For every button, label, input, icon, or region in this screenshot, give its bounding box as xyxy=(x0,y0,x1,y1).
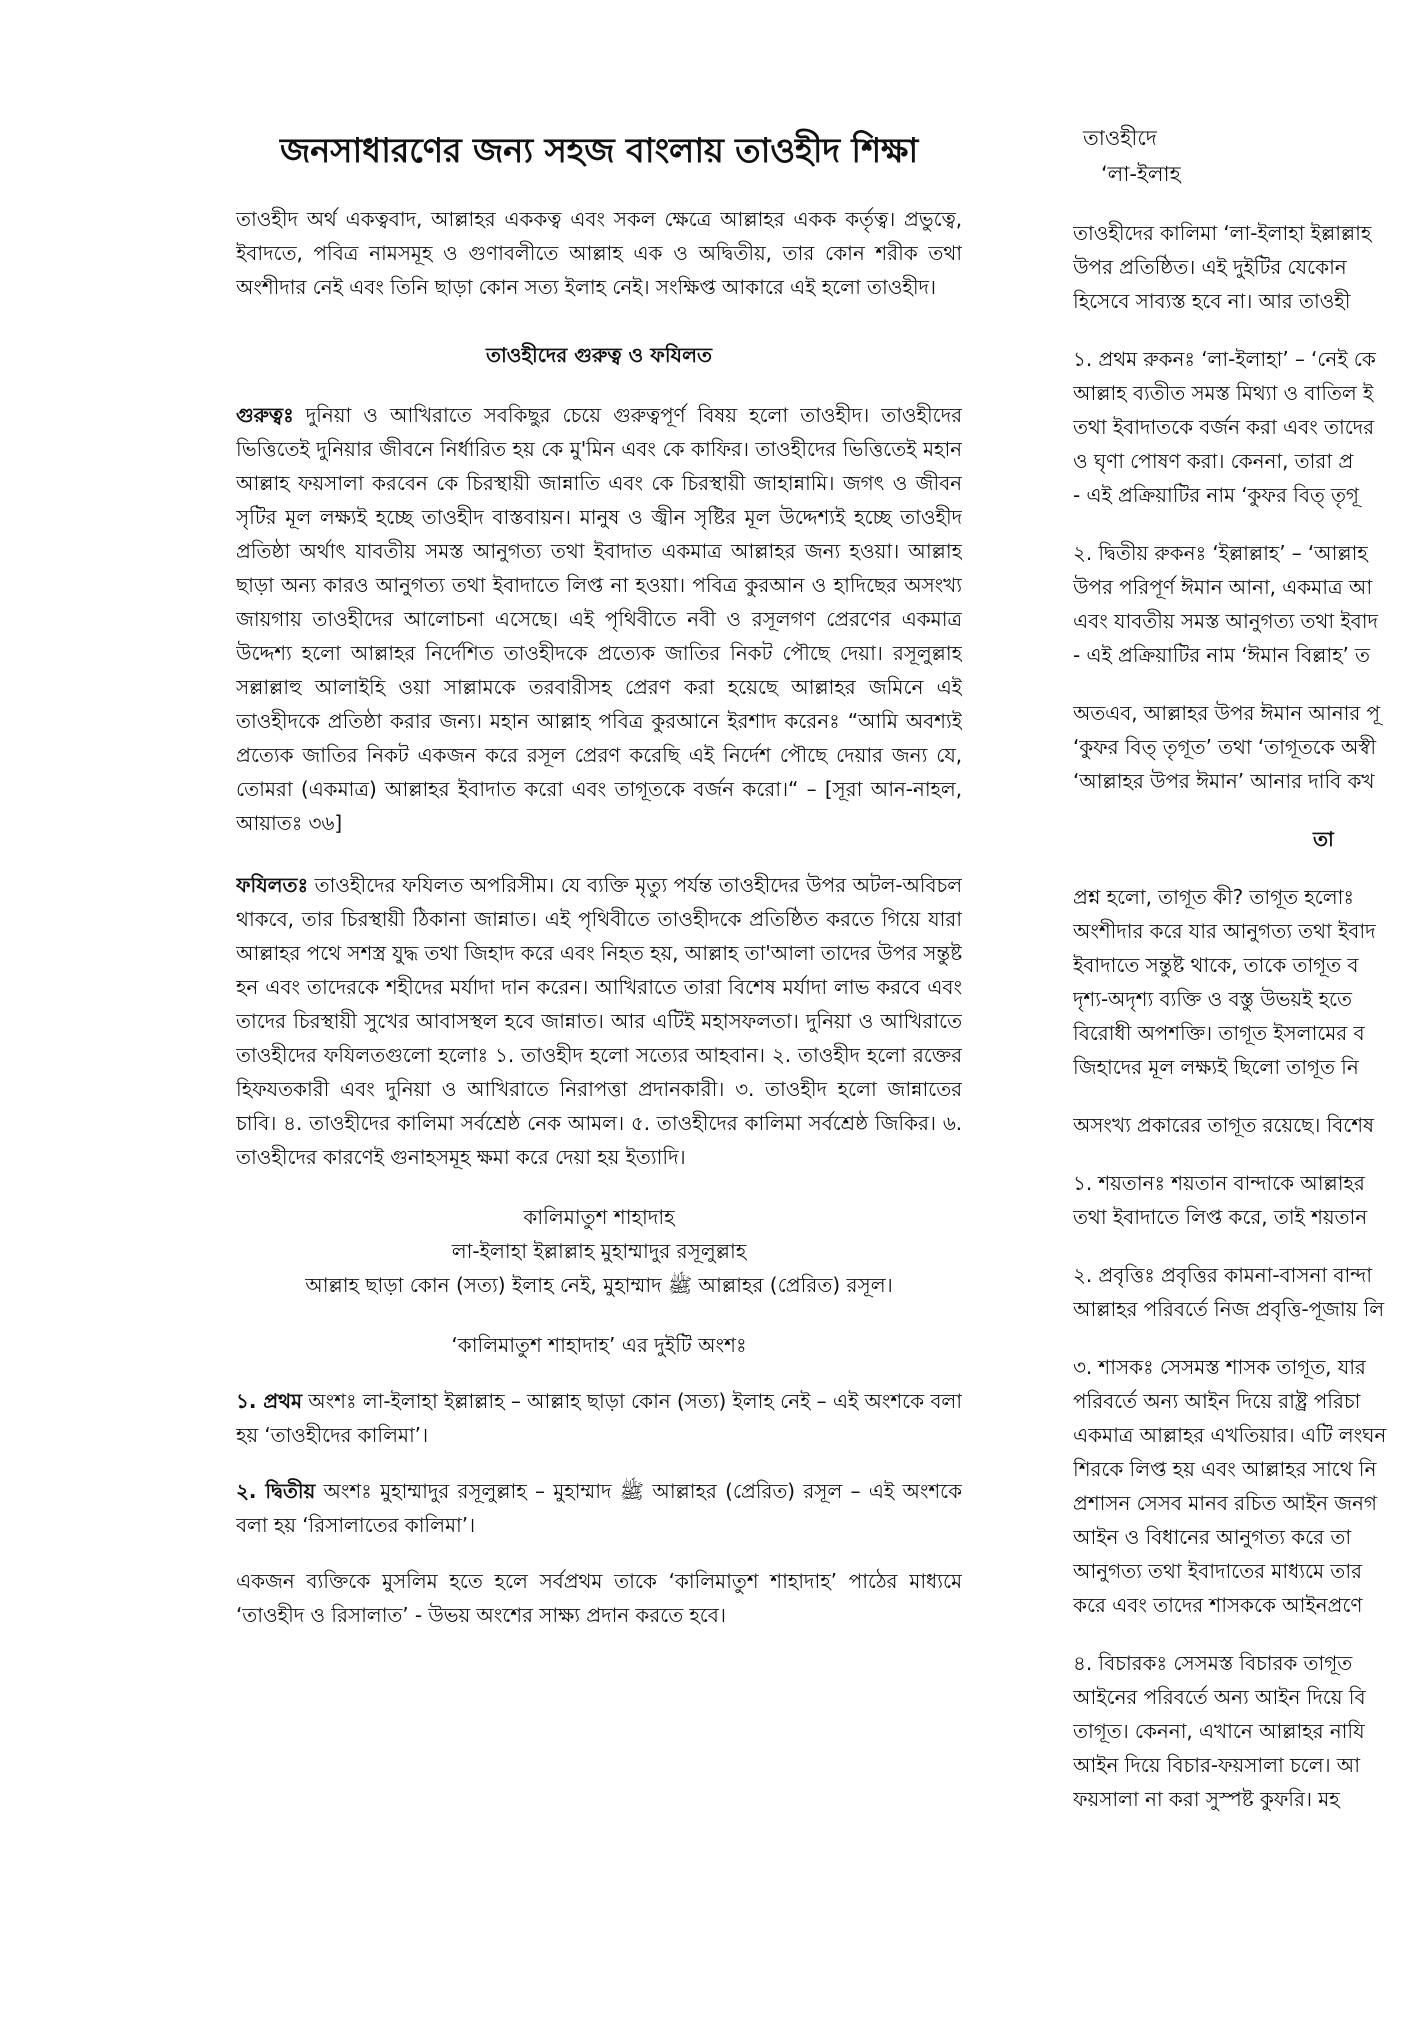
right-line: অসংখ্য প্রকারের তাগূত রয়েছে। বিশেষ xyxy=(1073,1113,1374,1137)
part2-term: ২. দ্বিতীয় xyxy=(236,1479,316,1503)
parts-label: ‘কালিমাতুশ শাহাদাহ’ এর দুইটি অংশঃ xyxy=(451,1333,747,1357)
part1-text: অংশঃ লা-ইলাহা ইল্লাল্লাহ – আল্লাহ ছাড়া কোন (সত্য) ইলাহ নেই – এই অংশকে বলা হয় ‘তাওহীদের কালিমা’। xyxy=(236,1389,962,1447)
right-title-line1: তাওহীদে xyxy=(1083,126,1157,150)
part2-paragraph xyxy=(236,1474,962,1542)
right-line: ৩. শাসকঃ সেসমস্ত শাসক তাগূত, যার xyxy=(1073,1355,1366,1379)
right-line: উপর প্রতিষ্ঠিত। এই দুইটির যেকোন xyxy=(1073,255,1347,279)
right-line: আল্লাহ ব্যতীত সমস্ত মিথ্যা ও বাতিল ই xyxy=(1073,381,1374,405)
right-line: আইন দিয়ে বিচার-ফয়সালা চলে। আ xyxy=(1073,1753,1361,1777)
right-line: উপর পরিপূর্ণ ঈমান আনা, একমাত্র আ xyxy=(1073,575,1373,599)
right-line: আল্লাহর পরিবর্তে নিজ প্রবৃত্তি-পূজায় লি xyxy=(1073,1297,1385,1321)
right-line: অতএব, আল্লাহর উপর ঈমান আনার পূ xyxy=(1073,701,1380,725)
right-line: করে এবং তাদের শাসককে আইনপ্রণে xyxy=(1073,1593,1363,1617)
right-column xyxy=(1073,0,1428,2018)
right-line: অংশীদার করে যার আনুগত্য তথা ইবাদ xyxy=(1073,919,1376,943)
right-block-2 xyxy=(1073,342,1428,512)
right-line: ১. প্রথম রুকনঃ ‘লা-ইলাহা’ – ‘নেই কে xyxy=(1073,347,1376,371)
right-line: দৃশ্য-অদৃশ্য ব্যক্তি ও বস্তু উভয়ই হতে xyxy=(1073,987,1352,1011)
right-line: - এই প্রক্রিয়াটির নাম ‘ঈমান বিল্লাহ’ ত xyxy=(1073,643,1370,667)
right-block-3 xyxy=(1073,536,1428,672)
right-line: ইবাদাতে সন্তুষ্ট থাকে, তাকে তাগূত ব xyxy=(1073,953,1359,977)
right-line: ‘আল্লাহর উপর ঈমান’ আনার দাবি কখ xyxy=(1073,769,1375,793)
right-block-4 xyxy=(1073,696,1428,798)
kalima-meaning: আল্লাহ ছাড়া কোন (সত্য) ইলাহ নেই, মুহাম্মাদ ﷺ আল্লাহর (প্রেরিত) রসূল। xyxy=(305,1273,893,1297)
right-line: জিহাদের মূল লক্ষ্যই ছিলো তাগূত নি xyxy=(1073,1055,1359,1079)
right-block-6 xyxy=(1073,1108,1428,1142)
right-line: - এই প্রক্রিয়াটির নাম ‘কুফর বিত্ তৃগূ xyxy=(1073,483,1359,507)
right-title-line2: ‘লা-ইলাহ xyxy=(1101,162,1181,186)
right-block-5 xyxy=(1073,880,1428,1084)
virtue-term: ফযিলতঃ xyxy=(236,873,309,897)
right-line: বিরোধী অপশক্তি। তাগূত ইসলামের ব xyxy=(1073,1021,1365,1045)
right-line: প্রশাসন সেসব মানব রচিত আইন জনগ xyxy=(1073,1491,1377,1515)
right-line: ২. প্রবৃত্তিঃ প্রবৃত্তির কামনা-বাসনা বান্দা xyxy=(1073,1263,1372,1287)
right-block-7 xyxy=(1073,1166,1428,1234)
part1-paragraph xyxy=(236,1384,962,1452)
right-line: তাওহীদের কালিমা ‘লা-ইলাহা ইল্লাল্লাহ xyxy=(1073,221,1372,245)
right-line: ২. দ্বিতীয় রুকনঃ ‘ইল্লাল্লাহ’ – ‘আল্লাহ xyxy=(1073,541,1368,565)
right-line: ‘কুফর বিত্ তৃগূত’ তথা ‘তাগূতকে অস্বী xyxy=(1073,735,1376,759)
right-line: প্রশ্ন হলো, তাগূত কী? তাগূত হলোঃ xyxy=(1073,885,1354,909)
right-block-8 xyxy=(1073,1258,1428,1326)
right-line: এবং যাবতীয় সমস্ত আনুগত্য তথা ইবাদ xyxy=(1073,609,1378,633)
right-section-heading: তা xyxy=(1313,827,1334,851)
right-line: হিসেবে সাব্যস্ত হবে না। আর তাওহী xyxy=(1073,289,1351,313)
right-line: তথা ইবাদাতে লিপ্ত করে, তাই শয়তান xyxy=(1073,1205,1368,1229)
right-block-1 xyxy=(1073,216,1428,318)
right-block-10 xyxy=(1073,1646,1428,1816)
right-block-9 xyxy=(1073,1350,1428,1622)
right-line: একমাত্র আল্লাহর এখতিয়ার। এটি লংঘন xyxy=(1073,1423,1387,1447)
kalima-title: কালিমাতুশ শাহাদাহ xyxy=(523,1205,675,1229)
importance-text: দুনিয়া ও আখিরাতে সবকিছুর চেয়ে গুরুত্বপূর্ণ বিষয় হলো তাওহীদ। তাওহীদের ভিত্তিতেই দুনিয়ার জীবনে নির্ধারিত হয় কে মু'মিন এবং কে কাফির। তাওহীদের ভিত্তিতেই মহান আল্লাহ ফয়সালা করবেন কে চিরস্থায়ী জান্নাতি এবং কে চিরস্থায়ী জাহান্নামি। জগৎ ও জীবন সৃটির মূল লক্ষ্যই হচ্ছে তাওহীদ বাস্তবায়ন। মানুষ ও জ্বীন সৃষ্টির মূল উদ্দেশ্যই হচ্ছে তাওহীদ প্রতিষ্ঠা অর্থাৎ যাবতীয় সমস্ত আনুগত্য তথা ইবাদাত একমাত্র আল্লাহর জন্য হওয়া। আল্লাহ ছাড়া অন্য কারও আনুগত্য তথা ইবাদাতে লিপ্ত না হওয়া। পবিত্র কুরআন ও হাদিছের অসংখ্য জায়গায় তাওহীদের আলোচনা এসেছে। এই পৃথিবীতে নবী ও রসূলগণ প্রেরণের একমাত্র উদ্দেশ্য হলো আল্লাহর নির্দেশিত তাওহীদকে প্রত্যেক জাতির নিকট পৌছে দেয়া। রসূলুল্লাহ সল্লাল্লাহু আলাইহি ওয়া সাল্লামকে তরবারীসহ প্রেরণ করা হয়েছে আল্লাহর জমিনে এই তাওহীদকে প্রতিষ্ঠা করার জন্য। মহান আল্লাহ পবিত্র কুরআনে ইরশাদ করেনঃ “আমি অবশ্যই প্রত্যেক জাতির নিকট একজন করে রসূল প্রেরণ করেছি এই নির্দেশ পৌছে দেয়ার জন্য যে, তোমরা (একমাত্র) আল্লাহর ইবাদাত করো এবং তাগূতকে বর্জন করো।“ – [সূরা আন-নাহল, আয়াতঃ ৩৬] xyxy=(236,403,962,835)
left-column xyxy=(236,0,962,2018)
right-line: ও ঘৃণা পোষণ করা। কেননা, তারা প্র xyxy=(1073,449,1354,473)
right-line: শিরকে লিপ্ত হয় এবং আল্লাহর সাথে নি xyxy=(1073,1457,1377,1481)
part2-text: অংশঃ মুহাম্মাদুর রসূলুল্লাহ – মুহাম্মাদ ﷺ আল্লাহর (প্রেরিত) রসূল – এই অংশকে বলা হয় ‘রিসালাতের কালিমা’। xyxy=(236,1479,962,1537)
importance-paragraph xyxy=(236,398,962,840)
page-title: জনসাধারণের জন্য সহজ বাংলায় তাওহীদ শিক্ষা xyxy=(279,131,918,171)
right-line: আনুগত্য তথা ইবাদাতের মাধ্যমে তার xyxy=(1073,1559,1362,1583)
part1-term: ১. প্রথম xyxy=(236,1389,302,1413)
right-line: পরিবর্তে অন্য আইন দিয়ে রাষ্ট্র পরিচা xyxy=(1073,1389,1361,1413)
right-line: তথা ইবাদাতকে বর্জন করা এবং তাদের xyxy=(1073,415,1375,439)
right-line: আইনের পরিবর্তে অন্য আইন দিয়ে বি xyxy=(1073,1685,1366,1709)
virtue-paragraph xyxy=(236,868,962,1174)
kalima-block xyxy=(236,1200,962,1302)
closing-paragraph: একজন ব্যক্তিকে মুসলিম হতে হলে সর্বপ্রথম তাকে ‘কালিমাতুশ শাহাদাহ’ পাঠের মাধ্যমে ‘তাওহীদ ও রিসালাত’ - উভয় অংশের সাক্ষ্য প্রদান করতে হবে। xyxy=(236,1569,962,1627)
virtue-text: তাওহীদের ফযিলত অপরিসীম। যে ব্যক্তি মৃত্যু পর্যন্ত তাওহীদের উপর অটল-অবিচল থাকবে, তার চিরস্থায়ী ঠিকানা জান্নাত। এই পৃথিবীতে তাওহীদকে প্রতিষ্ঠিত করতে গিয়ে যারা আল্লাহর পথে সশস্ত্র যুদ্ধ তথা জিহাদ করে এবং নিহত হয়, আল্লাহ তা'আলা তাদের উপর সন্তুষ্ট হন এবং তাদেরকে শহীদের মর্যাদা দান করেন। আখিরাতে তারা বিশেষ মর্যাদা লাভ করবে এবং তাদের চিরস্থায়ী সুখের আবাসস্থল হবে জান্নাত। আর এটিই মহাসফলতা। দুনিয়া ও আখিরাতে তাওহীদের ফযিলতগুলো হলোঃ ১. তাওহীদ হলো সত্যের আহবান। ২. তাওহীদ হলো রক্তের হিফযতকারী এবং দুনিয়া ও আখিরাতে নিরাপত্তা প্রদানকারী। ৩. তাওহীদ হলো জান্নাতের চাবি। ৪. তাওহীদের কালিমা সর্বশ্রেষ্ঠ নেক আমল। ৫. তাওহীদের কালিমা সর্বশ্রেষ্ঠ জিকির। ৬. তাওহীদের কারণেই গুনাহসমূহ ক্ষমা করে দেয়া হয় ইত্যাদি। xyxy=(236,873,962,1169)
right-line: ফয়সালা না করা সুস্পষ্ট কুফরি। মহ xyxy=(1073,1787,1340,1811)
right-line: আইন ও বিধানের আনুগত্য করে তা xyxy=(1073,1525,1352,1549)
intro-paragraph: তাওহীদ অর্থ একত্ববাদ, আল্লাহর এককত্ব এবং সকল ক্ষেত্রে আল্লাহর একক কর্তৃত্ব। প্রভুত্বে, ইবাদতে, পবিত্র নামসমূহ ও গুণাবলীতে আল্লাহ এক ও অদ্বিতীয়, তার কোন শরীক তথা অংশীদার নেই এবং তিনি ছাড়া কোন সত্য ইলাহ নেই। সংক্ষিপ্ত আকারে এই হলো তাওহীদ। xyxy=(236,207,962,299)
importance-term: গুরুত্বঃ xyxy=(236,403,294,427)
right-line: তাগূত। কেননা, এখানে আল্লাহর নাযি xyxy=(1073,1719,1365,1743)
right-line: ৪. বিচারকঃ সেসমস্ত বিচারক তাগূত xyxy=(1073,1651,1353,1675)
kalima-arabic-transliteration: লা-ইলাহা ইল্লাল্লাহ মুহাম্মাদুর রসূলুল্লাহ xyxy=(451,1239,747,1263)
section-heading: তাওহীদের গুরুত্ব ও ফযিলত xyxy=(486,343,712,367)
right-line: ১. শয়তানঃ শয়তান বান্দাকে আল্লাহর xyxy=(1073,1171,1365,1195)
